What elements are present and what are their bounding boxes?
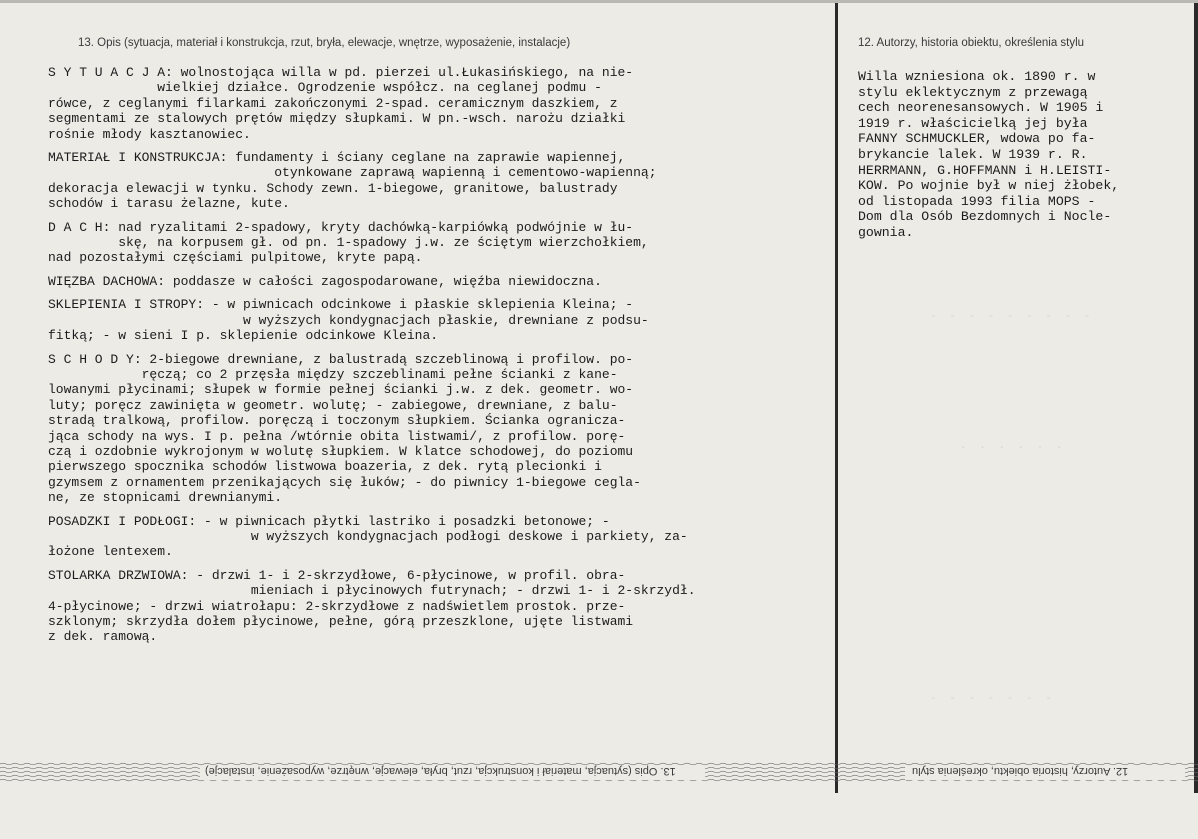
section-label: WIĘZBA DACHOWA: <box>48 273 166 289</box>
section-label: POSADZKI I PODŁOGI: <box>48 513 197 529</box>
text-line <box>48 297 838 312</box>
section-block <box>48 220 838 266</box>
section-text: stradą tralkową, profilow. poręczą i toczonym słupkiem. Ścianka ogranicza- <box>48 413 626 429</box>
section-text: otynkowane zaprawą wapienną i cementowo-wapienną; <box>48 165 657 181</box>
section-text: ne, ze stopnicami drewnianymi. <box>48 490 283 506</box>
history-text <box>858 69 1188 241</box>
section-text: 2-biegowe drewniane, z balustradą szczeblinową i profilow. po- <box>141 351 634 367</box>
text-line <box>48 235 838 250</box>
show-through-mark: - - - - - - - <box>930 693 1055 705</box>
section-text: poddasze w całości zagospodarowane, więźba niewidoczna. <box>165 273 602 289</box>
right-column-header: 12. Autorzy, historia obiektu, określenia stylu <box>858 37 1085 49</box>
section-block <box>48 352 838 506</box>
section-text: łożone lentexem. <box>48 544 173 560</box>
history-line: od listopada 1993 filia MOPS - <box>858 193 1096 209</box>
section-label: STOLARKA DRZWIOWA: <box>48 567 189 583</box>
section-text: szklonym; skrzydła dołem płycinowe, pełne, górą przeszklone, ujęte listwami <box>48 614 634 629</box>
text-line <box>48 150 838 165</box>
section-block <box>48 150 838 212</box>
section-text: wolnostojąca willa w pd. pierzei ul.Łukasińskiego, na nie- <box>172 65 634 80</box>
show-through-mark: . . . . . . <box>960 440 1066 452</box>
section-text: pierwszego spocznika schodów listwowa boazeria, z dek. rytą plecionki i <box>48 459 602 475</box>
section-text: w wyższych kondygnacjach podłogi deskowe i parkiety, za- <box>48 528 688 544</box>
section-block <box>48 568 838 645</box>
text-line <box>48 398 838 413</box>
section-label: SKLEPIENIA I STROPY: <box>48 297 205 313</box>
text-line <box>48 382 838 397</box>
section-text: fitką; - w sieni I p. sklepienie odcinkowe Kleina. <box>48 328 439 344</box>
section-label: S Y T U A C J A: <box>48 65 173 80</box>
text-line <box>48 475 838 490</box>
section-block <box>48 274 838 289</box>
section-text: - w piwnicach odcinkowe i płaskie sklepienia Kleina; - <box>204 297 634 313</box>
section-text: rówce, z ceglanymi filarkami zakończonymi 2-spad. ceramicznym daszkiem, z <box>48 95 618 111</box>
mirrored-left-header: 13. Opis (sytuacja, materiał i konstrukcja, rzut, bryła, elewacje, wnętrze, wyposażenie, instalacje) <box>205 765 676 777</box>
right-edge-rule <box>1194 3 1198 793</box>
section-text: luty; poręcz zawinięta w geometr. wolutę; - zabiegowe, drewniane, z balu- <box>48 397 618 413</box>
history-line: Dom dla Osób Bezdomnych i Nocle- <box>858 209 1112 225</box>
text-line <box>48 459 838 474</box>
section-text: schodów i tarasu żelazne, kute. <box>48 196 290 212</box>
text-line <box>48 599 838 614</box>
text-line <box>48 111 838 126</box>
text-line <box>48 490 838 505</box>
mirrored-right-header: 12. Autorzy, historia obiektu, określenia stylu <box>912 765 1129 777</box>
section-text: skę, na korpusem gł. od pn. 1-spadowy j.w. ze ściętym wierzchołkiem, <box>48 235 649 251</box>
section-text: nad ryzalitami 2-spadowy, kryty dachówką-karpiówką podwójnie w łu- <box>110 219 634 235</box>
section-text: czą i ozdobnie wykrojonym w wolutę słupkiem. W klatce schodowej, do poziomu <box>48 443 634 459</box>
history-line: HERRMANN, G.HOFFMANN i H.LEISTI- <box>858 162 1112 178</box>
text-line <box>48 127 838 142</box>
text-line <box>48 544 838 559</box>
text-line <box>48 429 838 444</box>
text-line <box>48 328 838 343</box>
history-line: KOW. Po wojnie był w niej żłobek, <box>858 178 1120 194</box>
text-line <box>48 220 838 235</box>
section-text: dekoracja elewacji w tynku. Schody zewn. 1-biegowe, granitowe, balustrady <box>48 180 618 196</box>
section-label: MATERIAŁ I KONSTRUKCJA: <box>48 150 228 166</box>
history-line: 1919 r. właścicielką jej była <box>858 115 1088 131</box>
text-line <box>48 444 838 459</box>
section-text: fundamenty i ściany ceglane na zaprawie wapiennej, <box>227 150 626 166</box>
section-text: w wyższych kondygnacjach płaskie, drewniane z podsu- <box>48 312 649 328</box>
text-line <box>48 250 838 265</box>
section-text: lowanymi płycinami; słupek w formie pełnej ścianki j.w. z dek. geometr. wo- <box>48 382 634 398</box>
text-line <box>48 165 838 180</box>
text-line <box>48 413 838 428</box>
text-line <box>48 629 838 644</box>
history-line: FANNY SCHMUCKLER, wdowa po fa- <box>858 131 1096 147</box>
history-line: cech neorenesansowych. W 1905 i <box>858 100 1104 116</box>
text-line <box>48 65 838 80</box>
section-text: mieniach i płycinowych futrynach; - drzwi 1- i 2-skrzydł. <box>48 583 696 599</box>
text-line <box>48 313 838 328</box>
text-line <box>48 352 838 367</box>
section-label: S C H O D Y: <box>48 351 142 367</box>
section-text: jąca schody na wys. I p. pełna /wtórnie obita listwami/, z profilow. porę- <box>48 428 626 444</box>
section-text: gzymsem z ornamentem przenikających się łuków; - do piwnicy 1-biegowe cegla- <box>48 474 641 490</box>
left-column-header: 13. Opis (sytuacja, materiał i konstrukcja, rzut, bryła, elewacje, wnętrze, wyposażenie, instalacje) <box>78 37 571 49</box>
section-text: rośnie młody kasztanowiec. <box>48 126 251 142</box>
text-line <box>48 181 838 196</box>
section-block <box>48 65 838 142</box>
section-text: - w piwnicach płytki lastriko i posadzki betonowe; - <box>196 513 610 529</box>
history-line: Willa wzniesiona ok. 1890 r. w <box>858 69 1096 84</box>
section-text: wielkiej działce. Ogrodzenie współcz. na ceglanej podmu - <box>48 80 602 96</box>
section-text: ręczą; co 2 przęsła między szczeblinami pełne ścianki z kane- <box>48 366 618 382</box>
text-line <box>48 529 838 544</box>
section-text: z dek. ramową. <box>48 629 158 645</box>
text-line <box>48 196 838 211</box>
section-block <box>48 514 838 560</box>
section-label: D A C H: <box>48 219 111 235</box>
history-line: stylu eklektycznym z przewagą <box>858 84 1088 100</box>
section-text: segmentami ze stalowych prętów między słupkami. W pn.-wsch. narożu działki <box>48 111 626 127</box>
text-line <box>48 274 838 289</box>
section-text: nad pozostałymi częściami pulpitowe, kryte papą. <box>48 250 423 266</box>
text-line <box>48 80 838 95</box>
text-line <box>48 367 838 382</box>
section-block <box>48 297 838 343</box>
text-line <box>48 568 838 583</box>
text-line <box>48 514 838 529</box>
show-through-mark: - - - - - - - - - <box>930 311 1094 323</box>
text-line <box>48 614 838 629</box>
section-text: - drzwi 1- i 2-skrzydłowe, 6-płycinowe, w profil. obra- <box>188 567 626 583</box>
history-line: brykancie lalek. W 1939 r. R. <box>858 146 1088 162</box>
section-text: 4-płycinowe; - drzwi wiatrołapu: 2-skrzydłowe z nadświetlem prostok. prze- <box>48 598 626 614</box>
text-line <box>48 96 838 111</box>
text-line <box>48 583 838 598</box>
history-line: gownia. <box>858 224 914 240</box>
description-text <box>48 65 838 645</box>
